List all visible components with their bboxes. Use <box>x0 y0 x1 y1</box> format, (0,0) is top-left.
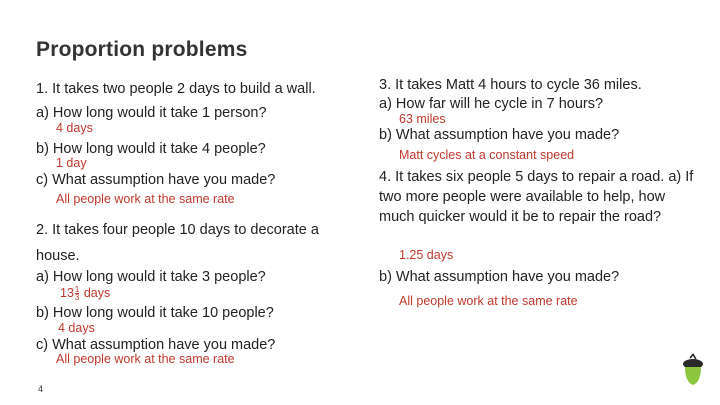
question-2a: a) How long would it take 3 people? <box>36 269 266 285</box>
question-1c: c) What assumption have you made? <box>36 172 276 188</box>
question-4: 4. It takes six people 5 days to repair a road. a) If two more people were available to help, how much quicker would it be to repair the road? <box>379 169 694 225</box>
question-1: 1. It takes two people 2 days to build a wall. <box>36 81 316 97</box>
question-3b: b) What assumption have you made? <box>379 127 620 143</box>
answer-4b: All people work at the same rate <box>399 294 578 308</box>
fraction-numerator: 1 <box>74 285 80 295</box>
answer-2a-unit: days <box>83 286 111 300</box>
answer-2c: All people work at the same rate <box>56 352 235 366</box>
answer-2a-fraction <box>75 286 79 301</box>
answer-2a-whole: 13 <box>60 286 74 300</box>
acorn-icon <box>682 352 704 386</box>
question-3a: a) How far will he cycle in 7 hours? <box>379 96 604 112</box>
question-2c: c) What assumption have you made? <box>36 337 276 353</box>
answer-3a: 63 miles <box>399 112 446 126</box>
answer-3b: Matt cycles at a constant speed <box>399 148 575 162</box>
question-3: 3. It takes Matt 4 hours to cycle 36 miles. <box>379 77 642 93</box>
answer-4a: 1.25 days <box>399 248 454 262</box>
answer-2b: 4 days <box>58 321 95 335</box>
question-2b: b) How long would it take 10 people? <box>36 305 274 321</box>
question-1a: a) How long would it take 1 person? <box>36 105 267 121</box>
question-2: 2. It takes four people 10 days to decorate a house. <box>36 222 319 264</box>
page-number: 4 <box>38 384 44 394</box>
answer-2a <box>60 286 110 301</box>
page-title: Proportion problems <box>36 38 248 61</box>
answer-1b: 1 day <box>56 156 87 170</box>
answer-1a: 4 days <box>56 121 93 135</box>
question-1b: b) How long would it take 4 people? <box>36 141 266 157</box>
question-4b: b) What assumption have you made? <box>379 269 620 285</box>
answer-1c: All people work at the same rate <box>56 192 235 206</box>
fraction-denominator: 3 <box>74 293 80 303</box>
